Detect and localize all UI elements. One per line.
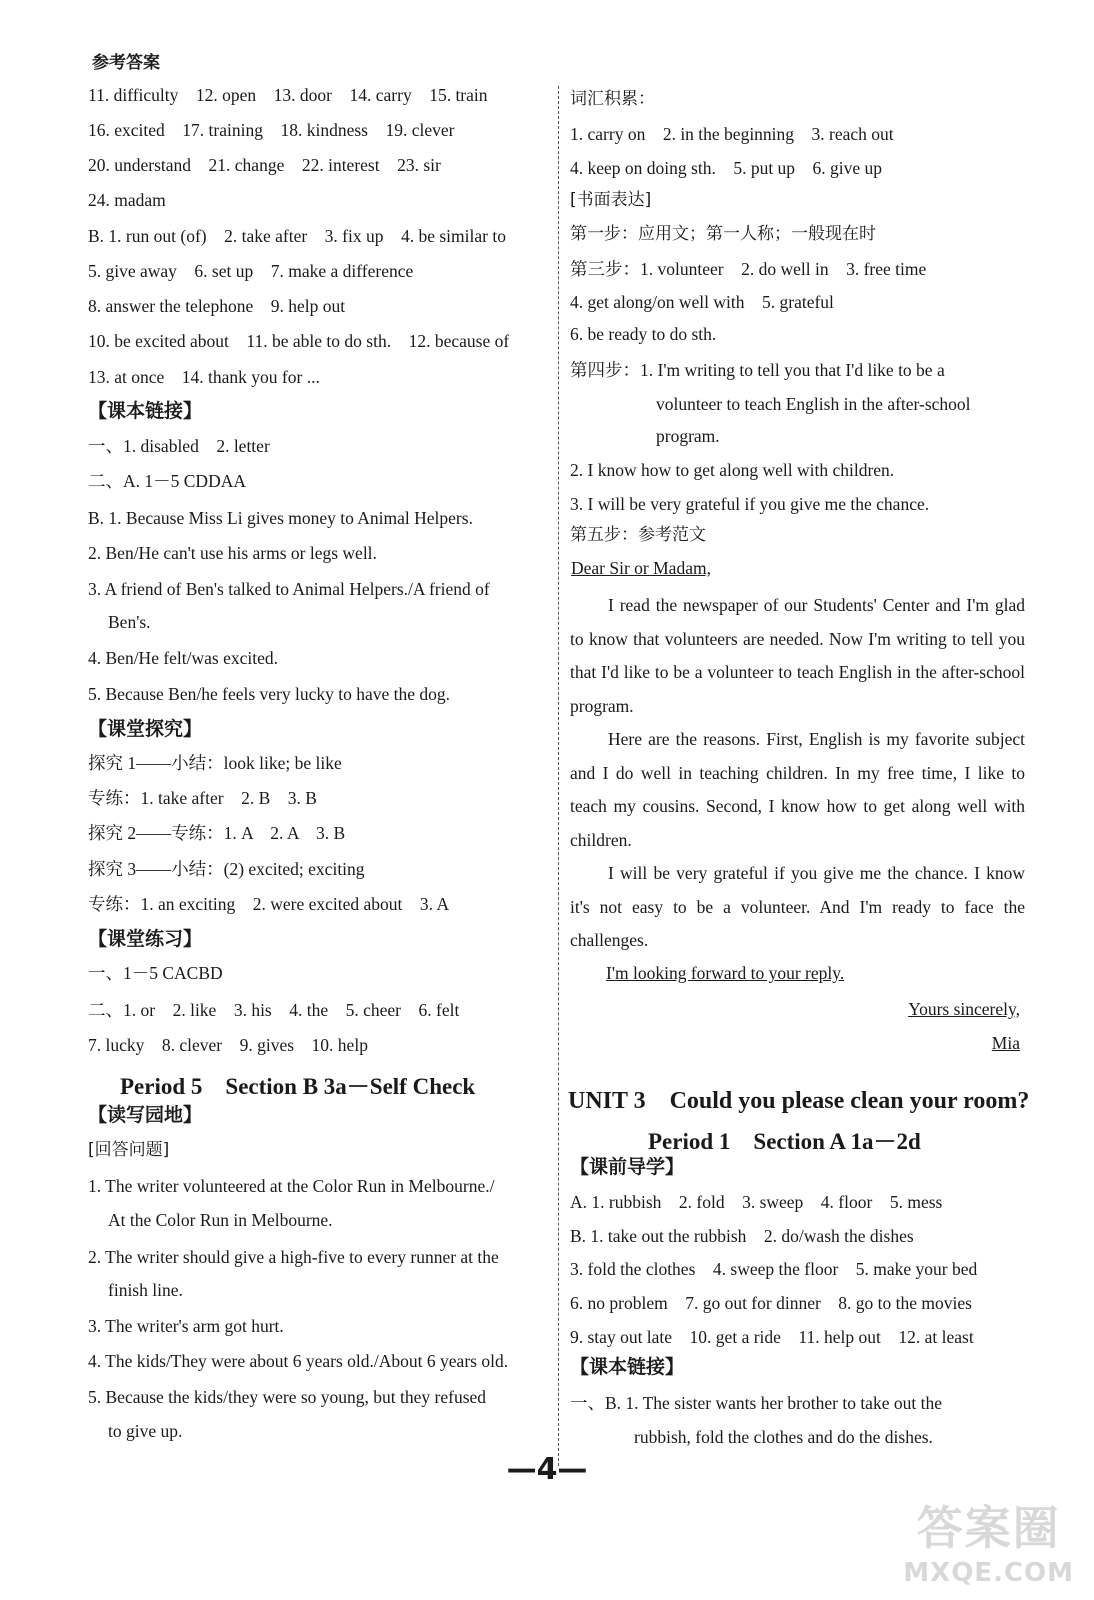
answer-line: A. 1. rubbish 2. fold 3. sweep 4. floor 5. mess	[570, 1192, 943, 1212]
answer-line: Ben's.	[108, 612, 151, 632]
watermark-url: MXQE.COM	[903, 1558, 1074, 1588]
section-heading: 【课堂练习】	[88, 928, 203, 950]
section-heading: 【课本链接】	[88, 400, 203, 422]
answer-line: program.	[656, 426, 720, 446]
period-heading-left: Period 5 Section B 3a－Self Check	[120, 1074, 476, 1099]
watermark-text: 答案圈	[916, 1501, 1061, 1555]
letter-greeting: Dear Sir or Madam,	[571, 558, 711, 578]
answer-line: 9. stay out late 10. get a ride 11. help out 12. at least	[570, 1327, 974, 1347]
answer-line: 20. understand 21. change 22. interest 23. sir	[88, 155, 441, 175]
answer-line: 3. fold the clothes 4. sweep the floor 5. make your bed	[570, 1259, 978, 1279]
answer-line: At the Color Run in Melbourne.	[108, 1210, 333, 1230]
answer-line: 7. lucky 8. clever 9. gives 10. help	[88, 1035, 368, 1055]
section-heading: 【课堂探究】	[88, 718, 203, 740]
section-heading: 【课前导学】	[570, 1156, 685, 1178]
answer-line: 2. The writer should give a high-five to every runner at the	[88, 1247, 499, 1267]
answer-line: 第一步：应用文；第一人称；一般现在时	[570, 224, 876, 244]
column-divider	[558, 86, 559, 1466]
answer-line: B. 1. Because Miss Li gives money to Animal Helpers.	[88, 508, 473, 528]
answer-line: 2. Ben/He can't use his arms or legs well.	[88, 543, 377, 563]
answer-line: 1. carry on 2. in the beginning 3. reach out	[570, 124, 894, 144]
answer-line: rubbish, fold the clothes and do the dishes.	[634, 1427, 933, 1447]
answer-line: 5. Because Ben/he feels very lucky to have the dog.	[88, 684, 451, 704]
letter-paragraph: Here are the reasons. First, English is my favorite subject and I do well in teaching children. In my free time, I like to teach my cousins. Second, I know how to get along well with children.	[570, 729, 1025, 850]
answer-line: 3. I will be very grateful if you give me the chance.	[570, 494, 930, 514]
answer-line: 5. give away 6. set up 7. make a difference	[88, 261, 414, 281]
answer-line: 5. Because the kids/they were so young, but they refused	[88, 1387, 487, 1407]
answer-line: 二、A. 1－5 CDDAA	[88, 471, 246, 491]
page-header: 参考答案	[92, 53, 160, 73]
letter-paragraph: I will be very grateful if you give me the chance. I know it's not easy to be a volunteer. And I'm ready to face the challenges.	[570, 863, 1025, 950]
answer-line: 6. be ready to do sth.	[570, 324, 717, 344]
answer-line: 11. difficulty 12. open 13. door 14. carry 15. train	[88, 85, 488, 105]
unit-title: UNIT 3 Could you please clean your room?	[568, 1088, 1030, 1114]
answer-line: [回答问题]	[88, 1140, 170, 1160]
answer-line: 6. no problem 7. go out for dinner 8. go to the movies	[570, 1293, 972, 1313]
answer-line: 专练：1. an exciting 2. were excited about 3. A	[88, 894, 450, 914]
answer-line: 一、1. disabled 2. letter	[88, 436, 270, 456]
page-number: —4—	[506, 1452, 588, 1487]
answer-line: 一、B. 1. The sister wants her brother to take out the	[570, 1393, 942, 1413]
answer-line: 探究 3——小结：(2) excited; exciting	[88, 859, 365, 879]
answer-line: 13. at once 14. thank you for ...	[88, 367, 320, 387]
answer-line: finish line.	[108, 1280, 183, 1300]
answer-line: to give up.	[108, 1421, 183, 1441]
answer-line: 8. answer the telephone 9. help out	[88, 296, 346, 316]
watermark-logo	[903, 1492, 1074, 1588]
answer-line: 第三步：1. volunteer 2. do well in 3. free time	[570, 259, 927, 279]
answer-line: 4. The kids/They were about 6 years old./About 6 years old.	[88, 1351, 509, 1371]
answer-line: 专练：1. take after 2. B 3. B	[88, 788, 317, 808]
letter-body	[570, 589, 1025, 958]
answer-line: 第五步：参考范文	[570, 525, 706, 545]
letter-sign-off: Yours sincerely,	[908, 999, 1020, 1019]
answer-line: 10. be excited about 11. be able to do sth. 12. because of	[88, 331, 510, 351]
answer-line: 探究 2——专练：1. A 2. A 3. B	[88, 823, 346, 843]
answer-line: 二、1. or 2. like 3. his 4. the 5. cheer 6. felt	[88, 1000, 460, 1020]
period-heading-right: Period 1 Section A 1a－2d	[648, 1129, 921, 1154]
answer-line: 词汇积累：	[570, 89, 655, 109]
answer-line: 4. get along/on well with 5. grateful	[570, 292, 834, 312]
answer-line: 3. The writer's arm got hurt.	[88, 1316, 284, 1336]
answer-line: 1. The writer volunteered at the Color Run in Melbourne./	[88, 1176, 495, 1196]
section-heading: 【读写园地】	[88, 1104, 203, 1126]
answer-line: 一、1－5 CACBD	[88, 963, 223, 983]
answer-line: B. 1. run out (of) 2. take after 3. fix up 4. be similar to	[88, 226, 506, 246]
answer-line: 探究 1——小结：look like; be like	[88, 753, 342, 773]
answer-line: 16. excited 17. training 18. kindness 19. clever	[88, 120, 455, 140]
answer-line: volunteer to teach English in the after-school	[656, 394, 971, 414]
answer-line: 24. madam	[88, 190, 166, 210]
answer-line: B. 1. take out the rubbish 2. do/wash the dishes	[570, 1226, 914, 1246]
answer-line: 3. A friend of Ben's talked to Animal Helpers./A friend of	[88, 579, 490, 599]
letter-closing-line: I'm looking forward to your reply.	[606, 963, 845, 983]
answer-line: 4. keep on doing sth. 5. put up 6. give up	[570, 158, 883, 178]
answer-line: 2. I know how to get along well with children.	[570, 460, 895, 480]
answer-line: [书面表达]	[570, 190, 652, 210]
section-heading: 【课本链接】	[570, 1356, 685, 1378]
letter-name: Mia	[991, 1033, 1020, 1053]
letter-paragraph: I read the newspaper of our Students' Center and I'm glad to know that volunteers are needed. Now I'm writing to tell you that I'd like to be a volunteer to teach English in the after-school program.	[570, 595, 1025, 716]
answer-line: 4. Ben/He felt/was excited.	[88, 648, 279, 668]
answer-line: 第四步：1. I'm writing to tell you that I'd like to be a	[570, 360, 945, 380]
